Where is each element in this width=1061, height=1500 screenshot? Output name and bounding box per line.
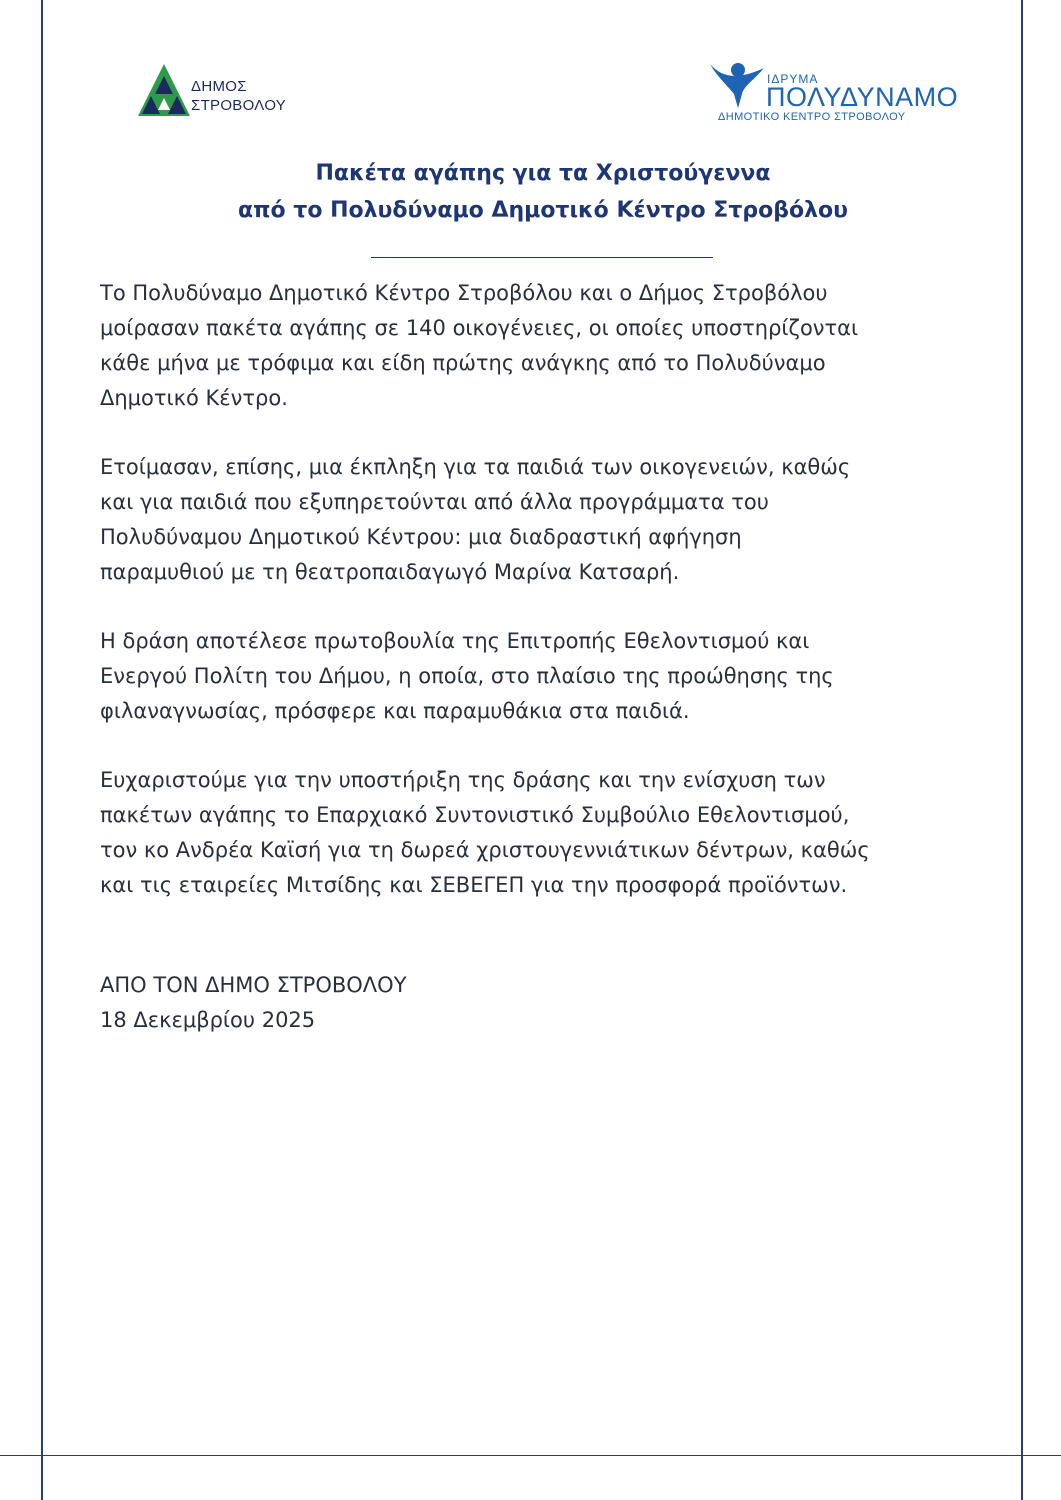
polydynamo-logo — [708, 60, 959, 126]
signature-from: ΑΠΟ ΤΟΝ ΔΗΜΟ ΣΤΡΟΒΟΛΟΥ — [100, 973, 407, 997]
page-frame-left-line — [41, 0, 43, 1500]
paragraph-line: Ευχαριστούμε για την υποστήριξη της δράσης και την ενίσχυση των — [100, 768, 826, 792]
title-divider — [371, 257, 713, 258]
paragraph-line: μοίρασαν πακέτα αγάπης σε 140 οικογένειες, οι οποίες υποστηρίζονται — [100, 316, 859, 340]
paragraph-2 — [100, 450, 980, 590]
triangle-logo-icon — [136, 62, 192, 118]
title-line-1: Πακέτα αγάπης για τα Χριστούγεννα — [315, 161, 771, 186]
page-title — [100, 155, 986, 229]
signature-block — [100, 968, 407, 1038]
paragraph-line: και για παιδιά που εξυπηρετούνται από άλλα προγράμματα του — [100, 490, 769, 514]
paragraph-line: τον κο Ανδρέα Καϊσή για τη δωρεά χριστουγεννιάτικων δέντρων, καθώς — [100, 838, 870, 862]
logo-left-line2: ΣΤΡΟΒΟΛΟΥ — [191, 97, 287, 114]
paragraph-line: και τις εταιρείες Μιτσίδης και ΣΕΒΕΓΕΠ για την προσφορά προϊόντων. — [100, 873, 848, 897]
paragraph-line: Δημοτικό Κέντρο. — [100, 386, 288, 410]
paragraph-1 — [100, 276, 980, 416]
paragraph-line: φιλαναγνωσίας, πρόσφερε και παραμυθάκια στα παιδιά. — [100, 699, 690, 723]
page-frame-right-line — [1021, 0, 1023, 1500]
dimos-strovolou-logo — [136, 62, 296, 122]
paragraph-line: κάθε μήνα με τρόφιμα και είδη πρώτης ανάγκης από το Πολυδύναμο — [100, 351, 826, 375]
paragraph-line: Ετοίμασαν, επίσης, μια έκπληξη για τα παιδιά των οικογενειών, καθώς — [100, 455, 851, 479]
logo-left-line1: ΔΗΜΟΣ — [191, 78, 247, 95]
page-frame-bottom-line — [0, 1455, 1061, 1456]
paragraph-line: παραμυθιού με τη θεατροπαιδαγωγό Μαρίνα Κατσαρή. — [100, 560, 680, 584]
figure-logo-icon — [708, 60, 768, 110]
paragraph-4 — [100, 763, 980, 903]
title-line-2: από το Πολυδύναμο Δημοτικό Κέντρο Στροβόλου — [238, 198, 848, 223]
paragraph-line: Το Πολυδύναμο Δημοτικό Κέντρο Στροβόλου και ο Δήμος Στροβόλου — [100, 281, 828, 305]
paragraph-line: Η δράση αποτέλεσε πρωτοβουλία της Επιτροπής Εθελοντισμού και — [100, 629, 810, 653]
paragraph-line: πακέτων αγάπης το Επαρχιακό Συντονιστικό Συμβούλιο Εθελοντισμού, — [100, 803, 850, 827]
logo-right-line2: ΠΟΛΥΔΥΝΑΜΟ — [766, 82, 959, 112]
paragraph-3 — [100, 624, 980, 729]
logo-right-line3: ΔΗΜΟΤΙΚΟ ΚΕΝΤΡΟ ΣΤΡΟΒΟΛΟΥ — [718, 111, 906, 123]
article-body — [100, 276, 980, 937]
paragraph-line: Ενεργού Πολίτη του Δήμου, η οποία, στο πλαίσιο της προώθησης της — [100, 664, 834, 688]
paragraph-line: Πολυδύναμου Δημοτικού Κέντρου: μια διαδραστική αφήγηση — [100, 525, 742, 549]
logo-right-line1: ΙΔΡΥΜΑ — [767, 72, 819, 86]
signature-date: 18 Δεκεμβρίου 2025 — [100, 1008, 316, 1032]
